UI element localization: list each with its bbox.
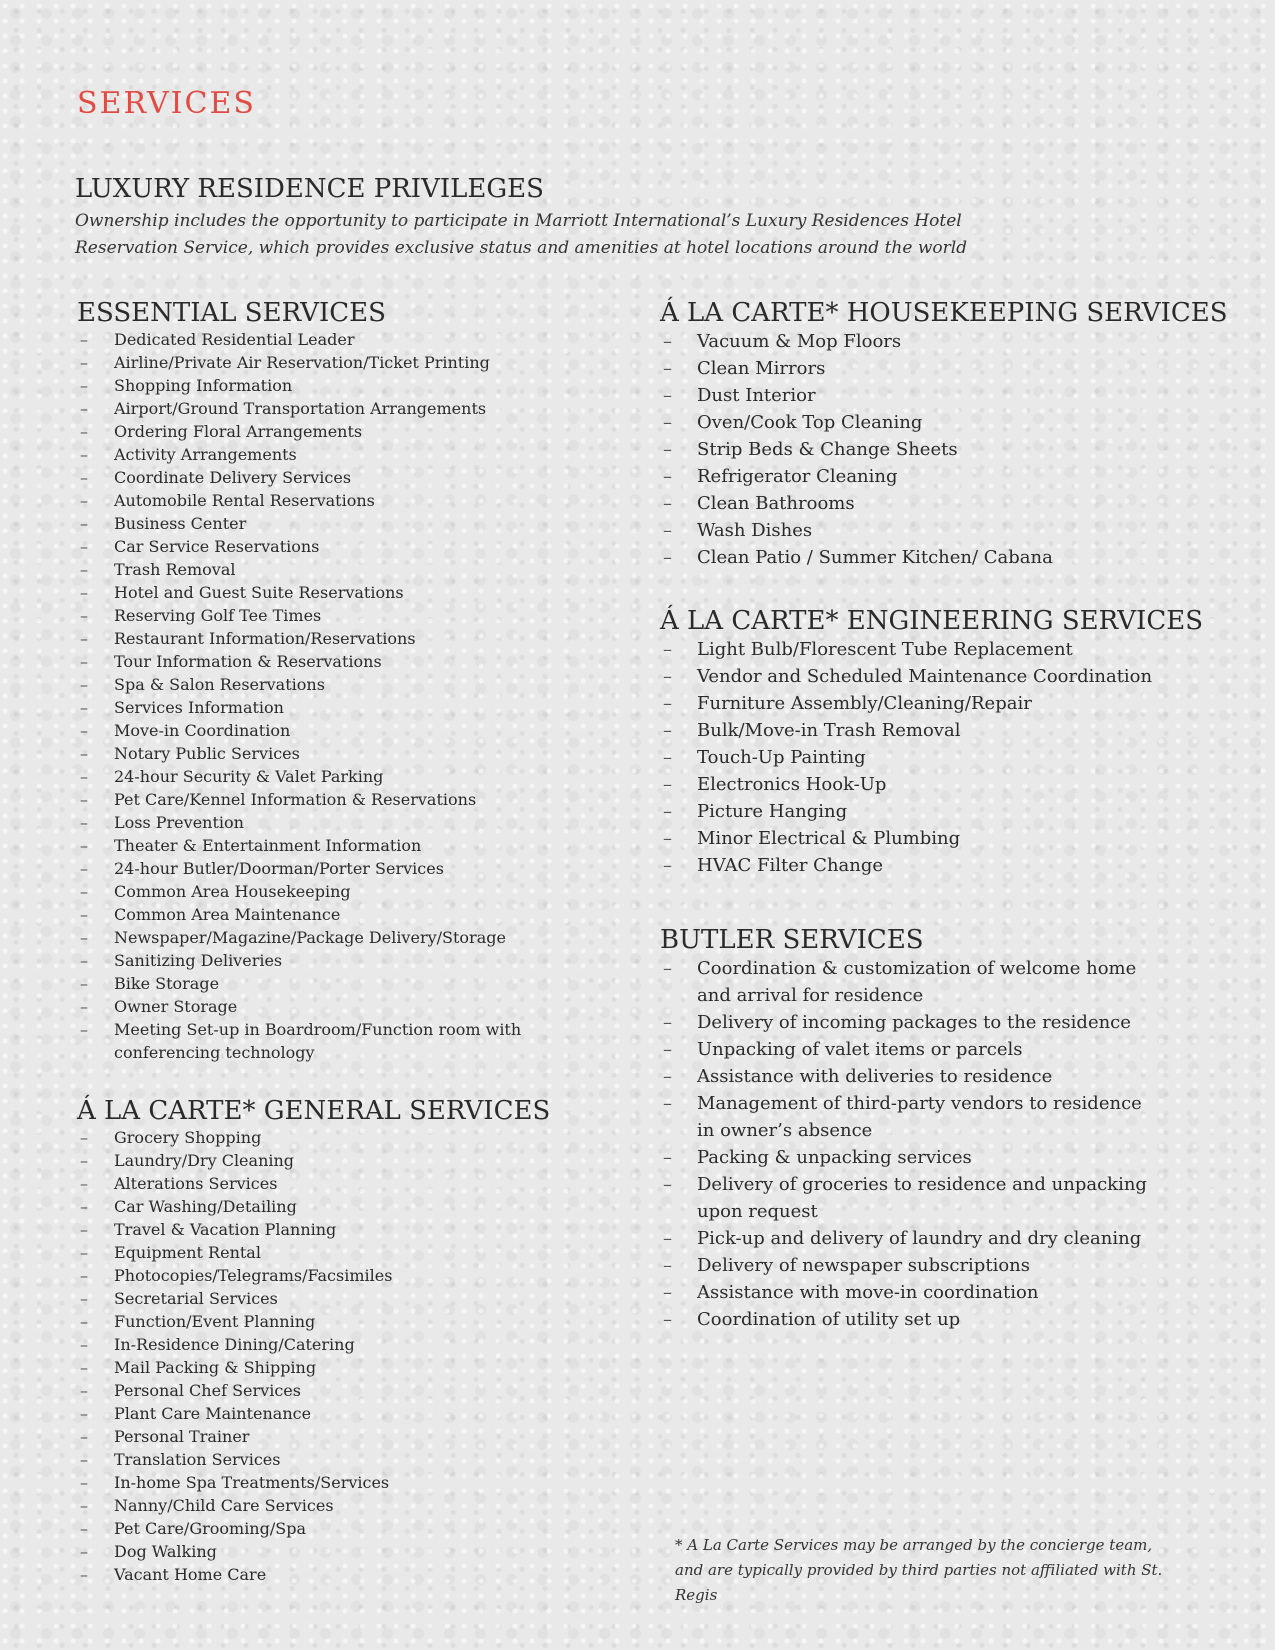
list-item-text: Plant Care Maintenance (114, 1404, 312, 1423)
list-item (77, 972, 554, 995)
list-item-text: Business Center (114, 514, 247, 533)
list-item-text: Picture Hanging (697, 801, 848, 822)
dash-bullet: – (663, 1066, 672, 1087)
dash-bullet: – (80, 997, 88, 1016)
engineering-services-section (660, 606, 1203, 879)
dash-bullet: – (663, 331, 672, 352)
list-item (77, 581, 554, 604)
dash-bullet: – (80, 836, 88, 855)
list-item-text: Bulk/Move-in Trash Removal (697, 720, 961, 741)
dash-bullet: – (663, 1282, 672, 1303)
list-item (660, 1144, 1157, 1171)
list-item (77, 604, 554, 627)
dash-bullet: – (80, 1519, 88, 1538)
dash-bullet: – (80, 928, 88, 947)
dash-bullet: – (80, 1312, 88, 1331)
list-item-text: Owner Storage (114, 997, 238, 1016)
list-item-text: Packing & unpacking services (697, 1147, 972, 1168)
list-item-text: Car Service Reservations (114, 537, 320, 556)
list-item (660, 490, 1228, 517)
list-item (77, 1563, 550, 1586)
list-item-text: Translation Services (114, 1450, 281, 1469)
list-item (77, 857, 554, 880)
list-item-text: Travel & Vacation Planning (114, 1220, 337, 1239)
list-item (77, 443, 554, 466)
list-item (77, 558, 554, 581)
list-item-text: Common Area Housekeeping (114, 882, 351, 901)
list-item (660, 1009, 1157, 1036)
list-item-text: Touch-Up Painting (697, 747, 866, 768)
list-item-text: Meeting Set-up in Boardroom/Function room with conferencing technology (114, 1020, 522, 1062)
list-item (77, 834, 554, 857)
dash-bullet: – (663, 666, 672, 687)
list-item-text: Clean Bathrooms (697, 493, 855, 514)
list-item (77, 926, 554, 949)
list-item-text: Common Area Maintenance (114, 905, 341, 924)
dash-bullet: – (663, 493, 672, 514)
list-item (77, 374, 554, 397)
dash-bullet: – (80, 1174, 88, 1193)
list-item-text: Loss Prevention (114, 813, 244, 832)
list-item (77, 673, 554, 696)
essential-services-list (77, 328, 554, 1064)
dash-bullet: – (80, 560, 88, 579)
list-item-text: Restaurant Information/Reservations (114, 629, 416, 648)
dash-bullet: – (80, 1404, 88, 1423)
dash-bullet: – (80, 813, 88, 832)
dash-bullet: – (663, 774, 672, 795)
list-item-text: Unpacking of valet items or parcels (697, 1039, 1023, 1060)
list-item-text: Newspaper/Magazine/Package Delivery/Storage (114, 928, 506, 947)
list-item-text: Hotel and Guest Suite Reservations (114, 583, 404, 602)
list-item-text: Spa & Salon Reservations (114, 675, 325, 694)
list-item-text: Dust Interior (697, 385, 816, 406)
dash-bullet: – (80, 974, 88, 993)
list-item-text: Services Information (114, 698, 284, 717)
list-item (77, 1310, 550, 1333)
list-item-text: Coordination of utility set up (697, 1309, 961, 1330)
list-item (660, 382, 1228, 409)
list-item-text: Clean Mirrors (697, 358, 826, 379)
dash-bullet: – (80, 376, 88, 395)
list-item-text: In-home Spa Treatments/Services (114, 1473, 390, 1492)
list-item (77, 742, 554, 765)
essential-services-heading: ESSENTIAL SERVICES (77, 298, 386, 328)
list-item (77, 903, 554, 926)
list-item-text: Coordinate Delivery Services (114, 468, 352, 487)
dash-bullet: – (663, 520, 672, 541)
dash-bullet: – (80, 1197, 88, 1216)
dash-bullet: – (663, 639, 672, 660)
dash-bullet: – (663, 547, 672, 568)
list-item (660, 1063, 1157, 1090)
list-item (660, 328, 1228, 355)
list-item-text: Minor Electrical & Plumbing (697, 828, 961, 849)
luxury-heading: LUXURY RESIDENCE PRIVILEGES (75, 174, 544, 204)
dash-bullet: – (663, 801, 672, 822)
list-item-text: Light Bulb/Florescent Tube Replacement (697, 639, 1073, 660)
list-item (660, 690, 1203, 717)
butler-services-section (660, 925, 1157, 1333)
list-item-text: Nanny/Child Care Services (114, 1496, 334, 1515)
list-item (77, 811, 554, 834)
list-item (77, 420, 554, 443)
dash-bullet: – (80, 1128, 88, 1147)
list-item (77, 650, 554, 673)
dash-bullet: – (80, 1565, 88, 1584)
list-item (77, 1471, 550, 1494)
list-item-text: Grocery Shopping (114, 1128, 262, 1147)
general-services-section (77, 1096, 550, 1586)
list-item (660, 771, 1203, 798)
list-item-text: 24-hour Butler/Doorman/Porter Services (114, 859, 444, 878)
list-item (660, 825, 1203, 852)
list-item-text: Pet Care/Kennel Information & Reservations (114, 790, 477, 809)
dash-bullet: – (80, 1151, 88, 1170)
dash-bullet: – (663, 1147, 672, 1168)
list-item (77, 1494, 550, 1517)
list-item-text: Vendor and Scheduled Maintenance Coordination (697, 666, 1153, 687)
dash-bullet: – (663, 358, 672, 379)
list-item (660, 355, 1228, 382)
list-item (660, 1279, 1157, 1306)
dash-bullet: – (80, 1496, 88, 1515)
housekeeping-services-heading: Á LA CARTE* HOUSEKEEPING SERVICES (660, 298, 1228, 328)
engineering-services-list (660, 636, 1203, 879)
dash-bullet: – (80, 882, 88, 901)
list-item (660, 463, 1228, 490)
list-item (660, 409, 1228, 436)
list-item (660, 717, 1203, 744)
dash-bullet: – (80, 675, 88, 694)
list-item (77, 788, 554, 811)
list-item (77, 1517, 550, 1540)
list-item-text: Ordering Floral Arrangements (114, 422, 363, 441)
list-item (77, 995, 554, 1018)
butler-services-list (660, 955, 1157, 1333)
list-item (77, 719, 554, 742)
list-item-text: Equipment Rental (114, 1243, 261, 1262)
housekeeping-services-section (660, 298, 1228, 571)
list-item (660, 1036, 1157, 1063)
list-item-text: Function/Event Planning (114, 1312, 316, 1331)
list-item (660, 636, 1203, 663)
dash-bullet: – (80, 721, 88, 740)
general-services-list (77, 1126, 550, 1586)
list-item-text: Delivery of newspaper subscriptions (697, 1255, 1030, 1276)
dash-bullet: – (80, 330, 88, 349)
dash-bullet: – (80, 1020, 88, 1039)
dash-bullet: – (80, 1266, 88, 1285)
list-item-text: Delivery of groceries to residence and unpacking upon request (697, 1174, 1147, 1222)
list-item (77, 880, 554, 903)
dash-bullet: – (663, 1309, 672, 1330)
dash-bullet: – (80, 399, 88, 418)
list-item-text: Secretarial Services (114, 1289, 278, 1308)
dash-bullet: – (80, 491, 88, 510)
list-item (77, 489, 554, 512)
list-item (660, 544, 1228, 571)
list-item (660, 955, 1157, 1009)
list-item-text: Pick-up and delivery of laundry and dry cleaning (697, 1228, 1142, 1249)
dash-bullet: – (80, 790, 88, 809)
list-item-text: HVAC Filter Change (697, 855, 884, 876)
list-item-text: Assistance with deliveries to residence (697, 1066, 1053, 1087)
list-item-text: Tour Information & Reservations (114, 652, 382, 671)
dash-bullet: – (80, 698, 88, 717)
list-item-text: Sanitizing Deliveries (114, 951, 283, 970)
list-item (660, 744, 1203, 771)
dash-bullet: – (663, 439, 672, 460)
dash-bullet: – (80, 744, 88, 763)
list-item (77, 1402, 550, 1425)
butler-services-heading: BUTLER SERVICES (660, 925, 924, 955)
list-item-text: Bike Storage (114, 974, 220, 993)
list-item (77, 1218, 550, 1241)
dash-bullet: – (80, 1473, 88, 1492)
list-item (660, 798, 1203, 825)
list-item-text: Vacuum & Mop Floors (697, 331, 902, 352)
list-item-text: Assistance with move-in coordination (697, 1282, 1039, 1303)
dash-bullet: – (663, 828, 672, 849)
list-item-text: Airport/Ground Transportation Arrangements (114, 399, 487, 418)
list-item (660, 663, 1203, 690)
list-item (77, 1540, 550, 1563)
list-item-text: Car Washing/Detailing (114, 1197, 297, 1216)
list-item-text: Alterations Services (114, 1174, 278, 1193)
list-item (77, 1126, 550, 1149)
list-item-text: In-Residence Dining/Catering (114, 1335, 355, 1354)
dash-bullet: – (663, 1255, 672, 1276)
dash-bullet: – (663, 385, 672, 406)
list-item-text: Strip Beds & Change Sheets (697, 439, 958, 460)
dash-bullet: – (80, 537, 88, 556)
list-item (77, 512, 554, 535)
dash-bullet: – (663, 958, 672, 979)
list-item-text: Wash Dishes (697, 520, 813, 541)
list-item-text: Reserving Golf Tee Times (114, 606, 322, 625)
list-item (660, 852, 1203, 879)
list-item-text: Shopping Information (114, 376, 293, 395)
dash-bullet: – (663, 1039, 672, 1060)
list-item-text: Dog Walking (114, 1542, 217, 1561)
dash-bullet: – (663, 1228, 672, 1249)
dash-bullet: – (80, 606, 88, 625)
dash-bullet: – (80, 1358, 88, 1377)
dash-bullet: – (80, 468, 88, 487)
list-item (660, 517, 1228, 544)
dash-bullet: – (663, 412, 672, 433)
list-item (77, 765, 554, 788)
list-item (77, 1018, 554, 1064)
list-item (77, 696, 554, 719)
list-item-text: Laundry/Dry Cleaning (114, 1151, 295, 1170)
list-item (77, 1356, 550, 1379)
luxury-description: Ownership includes the opportunity to participate in Marriott International’s Luxury Residences Hotel Reservation Service, which provides exclusive status and amenities at hotel locations around the world (75, 211, 968, 258)
footnote: * A La Carte Services may be arranged by the concierge team, and are typically provided by third parties not affiliated with St. Regis (675, 1536, 1163, 1604)
list-item (77, 1448, 550, 1471)
dash-bullet: – (80, 1427, 88, 1446)
dash-bullet: – (80, 422, 88, 441)
list-item (77, 1241, 550, 1264)
list-item-text: Automobile Rental Reservations (114, 491, 375, 510)
dash-bullet: – (80, 445, 88, 464)
list-item (77, 1287, 550, 1310)
list-item-text: Dedicated Residential Leader (114, 330, 355, 349)
list-item (77, 1264, 550, 1287)
engineering-services-heading: Á LA CARTE* ENGINEERING SERVICES (660, 606, 1204, 636)
dash-bullet: – (80, 1335, 88, 1354)
dash-bullet: – (80, 1542, 88, 1561)
page-title: SERVICES (77, 86, 256, 121)
list-item-text: Management of third-party vendors to residence in owner’s absence (697, 1093, 1142, 1141)
list-item (660, 436, 1228, 463)
list-item-text: Pet Care/Grooming/Spa (114, 1519, 306, 1538)
list-item (77, 535, 554, 558)
dash-bullet: – (663, 747, 672, 768)
list-item (77, 1425, 550, 1448)
dash-bullet: – (663, 466, 672, 487)
dash-bullet: – (80, 353, 88, 372)
dash-bullet: – (80, 1289, 88, 1308)
list-item (77, 627, 554, 650)
list-item (77, 949, 554, 972)
list-item-text: Mail Packing & Shipping (114, 1358, 317, 1377)
list-item (660, 1225, 1157, 1252)
dash-bullet: – (663, 720, 672, 741)
list-item (77, 1149, 550, 1172)
list-item (660, 1171, 1157, 1225)
list-item-text: Photocopies/Telegrams/Facsimiles (114, 1266, 393, 1285)
dash-bullet: – (80, 514, 88, 533)
list-item-text: Oven/Cook Top Cleaning (697, 412, 923, 433)
list-item-text: Theater & Entertainment Information (114, 836, 422, 855)
list-item (77, 466, 554, 489)
list-item (660, 1090, 1157, 1144)
dash-bullet: – (80, 951, 88, 970)
list-item-text: Electronics Hook-Up (697, 774, 887, 795)
list-item-text: Airline/Private Air Reservation/Ticket Printing (114, 353, 490, 372)
list-item-text: Delivery of incoming packages to the residence (697, 1012, 1131, 1033)
dash-bullet: – (663, 855, 672, 876)
general-services-heading: Á LA CARTE* GENERAL SERVICES (77, 1096, 551, 1126)
dash-bullet: – (80, 905, 88, 924)
dash-bullet: – (80, 583, 88, 602)
list-item-text: Move-in Coordination (114, 721, 291, 740)
list-item (77, 397, 554, 420)
list-item (77, 328, 554, 351)
list-item-text: Clean Patio / Summer Kitchen/ Cabana (697, 547, 1053, 568)
dash-bullet: – (663, 1093, 672, 1114)
list-item-text: Refrigerator Cleaning (697, 466, 898, 487)
list-item-text: Personal Trainer (114, 1427, 250, 1446)
list-item (660, 1306, 1157, 1333)
housekeeping-services-list (660, 328, 1228, 571)
list-item (77, 1172, 550, 1195)
dash-bullet: – (663, 1012, 672, 1033)
list-item (77, 1195, 550, 1218)
list-item-text: 24-hour Security & Valet Parking (114, 767, 384, 786)
dash-bullet: – (663, 693, 672, 714)
dash-bullet: – (663, 1174, 672, 1195)
list-item-text: Trash Removal (114, 560, 236, 579)
dash-bullet: – (80, 1243, 88, 1262)
dash-bullet: – (80, 1450, 88, 1469)
dash-bullet: – (80, 859, 88, 878)
list-item (77, 351, 554, 374)
dash-bullet: – (80, 767, 88, 786)
dash-bullet: – (80, 1381, 88, 1400)
dash-bullet: – (80, 652, 88, 671)
list-item-text: Furniture Assembly/Cleaning/Repair (697, 693, 1032, 714)
list-item-text: Notary Public Services (114, 744, 300, 763)
dash-bullet: – (80, 1220, 88, 1239)
list-item (77, 1333, 550, 1356)
list-item (660, 1252, 1157, 1279)
list-item-text: Personal Chef Services (114, 1381, 301, 1400)
list-item-text: Coordination & customization of welcome home and arrival for residence (697, 958, 1137, 1006)
dash-bullet: – (80, 629, 88, 648)
list-item-text: Activity Arrangements (114, 445, 297, 464)
list-item (77, 1379, 550, 1402)
list-item-text: Vacant Home Care (114, 1565, 267, 1584)
essential-services-section (77, 298, 554, 1064)
